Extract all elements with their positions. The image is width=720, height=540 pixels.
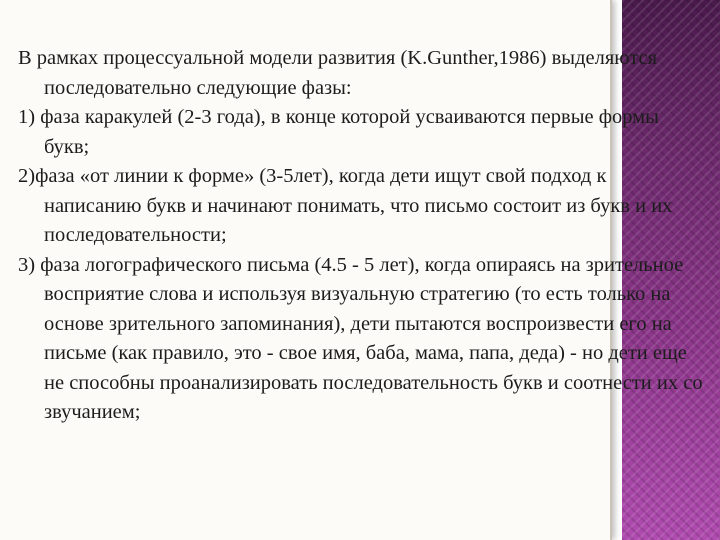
- slide-body-text: [18, 44, 708, 428]
- phase-1-paragraph: 1) фаза каракулей (2-3 года), в конце которой усваиваются первые формы букв;: [18, 106, 659, 158]
- phase-2-paragraph: 2)фаза «от линии к форме» (3-5лет), когда дети ищут свой подход к написанию букв и начинают понимать, что письмо состоит из букв и их последовательности;: [18, 165, 673, 246]
- intro-paragraph: В рамках процессуальной модели развития (K.Gunther,1986) выделяются последовательно следующие фазы:: [18, 47, 658, 99]
- phase-3-paragraph: 3) фаза логографического письма (4.5 - 5 лет), когда опираясь на зрительное восприятие слова и используя визуальную стратегию (то есть только на основе зрительного запоминания), дети пытаются воспроизвести его на письме (как правило, это - свое имя, баба, мама, папа, деда) - но дети еще не способны проанализировать последовательность букв и соотнести их со звучанием;: [18, 253, 703, 423]
